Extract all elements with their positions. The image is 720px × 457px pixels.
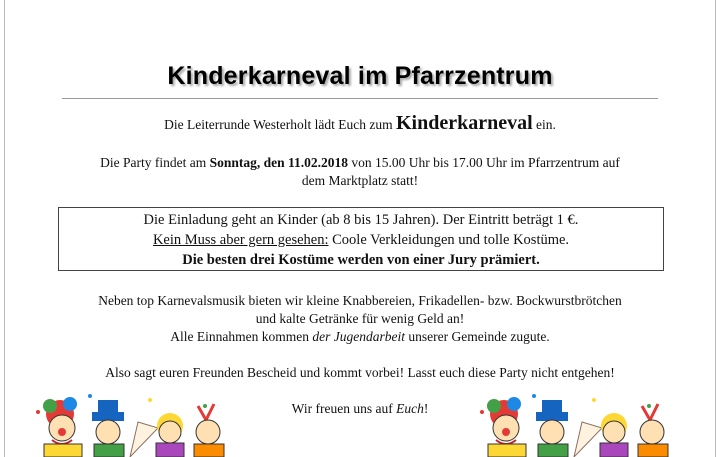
carnival-children-clipart-left (30, 392, 240, 457)
party-date: Sonntag, den 11.02.2018 (209, 155, 349, 170)
info-costume-text: Coole Verkleidungen und tolle Kostüme. (328, 232, 570, 248)
party-text-before: Die Party findet am (100, 155, 210, 170)
music-line-3-before: Alle Einnahmen kommen (170, 329, 313, 344)
music-line-1: Neben top Karnevalsmusik bieten wir kleine Knabbereien, Frikadellen- bzw. Bockwurstbrötchen (98, 293, 622, 308)
music-line-3-after: unserer Gemeinde zugute. (405, 329, 550, 344)
info-invitation: Die Einladung geht an Kinder (ab 8 bis 15 Jahren). Der Eintritt beträgt 1 €. (143, 212, 579, 228)
friends-paragraph: Also sagt euren Freunden Bescheid und kommt vorbei! Lasst euch diese Party nicht entgehen! (105, 365, 615, 380)
info-costume-line (59, 230, 663, 250)
party-location: dem Marktplatz statt! (301, 173, 419, 188)
party-text-after: von 15.00 Uhr bis 17.00 Uhr im Pfarrzentrum auf (348, 155, 620, 170)
intro-text-before: Die Leiterrunde Westerholt lädt Euch zum (164, 117, 396, 132)
thanks-italic: Euch (396, 401, 424, 416)
intro-paragraph (0, 114, 720, 134)
info-box (58, 207, 664, 271)
carnival-children-clipart-right (474, 392, 684, 457)
info-costume-label: Kein Muss aber gern gesehen: (152, 232, 329, 248)
intro-emphasis: Kinderkarneval (395, 112, 533, 134)
title-divider (62, 98, 658, 99)
info-jury: Die besten drei Kostüme werden von einer Jury prämiert. (182, 252, 540, 268)
music-paragraph (0, 292, 720, 346)
party-paragraph (0, 154, 720, 190)
music-line-2: und kalte Getränke für wenig Geld an! (255, 311, 465, 326)
intro-text-after: ein. (532, 117, 556, 132)
page-title: Kinderkarneval im Pfarrzentrum (167, 62, 553, 90)
music-line-3-italic: der Jugendarbeit (312, 329, 405, 344)
thanks-after: ! (423, 401, 429, 416)
thanks-before: Wir freuen uns auf (291, 401, 397, 416)
